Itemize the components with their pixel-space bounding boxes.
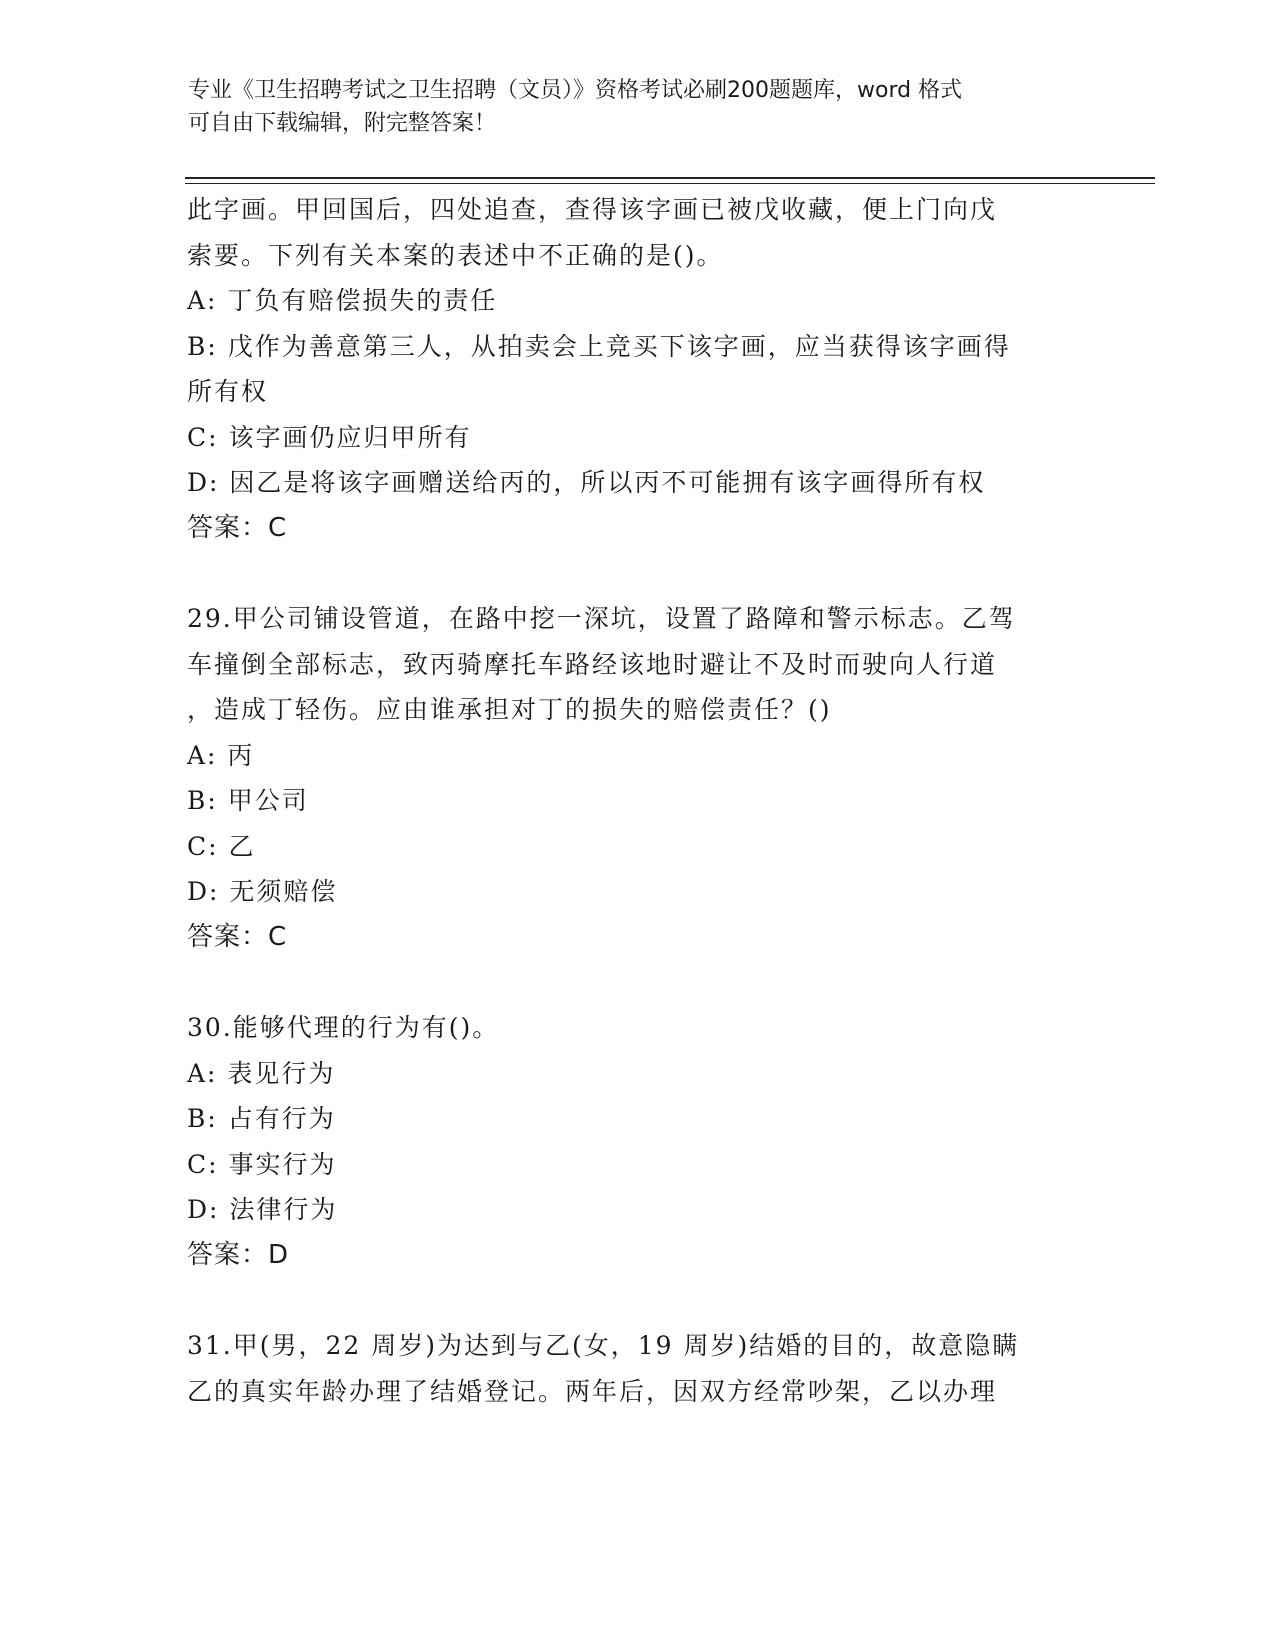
question-stem-line: 此字画。甲回国后，四处追查，查得该字画已被戊收藏，便上门向戊: [187, 195, 998, 224]
question-stem-line: ，造成丁轻伤。应由谁承担对丁的损失的赔偿责任？(): [187, 695, 832, 724]
question-29: [187, 596, 1077, 960]
option-c: C: 该字画仍应归甲所有: [187, 422, 472, 452]
question-28: [187, 187, 1077, 551]
question-stem-line: 29.甲公司铺设管道，在路中挖一深坑，设置了路障和警示标志。乙驾: [187, 604, 1016, 633]
answer: 答案：D: [187, 1239, 290, 1270]
spacer: [187, 551, 1077, 596]
question-stem-line: 31.甲(男，22 周岁)为达到与乙(女，19 周岁)结婚的目的，故意隐瞒: [187, 1331, 1020, 1360]
option-c: C: 乙: [187, 831, 256, 861]
option-a: A: 丁负有赔偿损失的责任: [187, 286, 498, 315]
document-header: [188, 74, 1068, 140]
option-c: C: 事实行为: [187, 1149, 337, 1179]
header-divider-thin: [185, 183, 1155, 184]
header-line-2: 可自由下载编辑，附完整答案！: [188, 111, 497, 136]
spacer: [187, 1278, 1077, 1323]
answer: 答案：C: [187, 512, 288, 543]
option-a: A: 表见行为: [187, 1058, 336, 1088]
answer: 答案：C: [187, 921, 288, 952]
question-31: [187, 1323, 1077, 1414]
document-body: [187, 187, 1077, 1414]
question-stem-line: 乙的真实年龄办理了结婚登记。两年后，因双方经常吵架，乙以办理: [187, 1376, 998, 1406]
option-d: D: 法律行为: [187, 1195, 338, 1224]
option-d: D: 因乙是将该字画赠送给丙的，所以丙不可能拥有该字画得所有权: [187, 468, 986, 497]
question-stem-line: 车撞倒全部标志，致丙骑摩托车路经该地时避让不及时而驶向人行道: [187, 649, 998, 679]
question-stem-line: 索要。下列有关本案的表述中不正确的是()。: [187, 240, 724, 270]
option-b: B: 甲公司: [187, 786, 309, 815]
spacer: [187, 960, 1077, 1005]
option-a: A: 丙: [187, 740, 255, 770]
header-divider-thick: [185, 177, 1155, 179]
option-b-continuation: 所有权: [187, 377, 269, 406]
option-b: B: 戊作为善意第三人，从拍卖会上竞买下该字画，应当获得该字画得: [187, 331, 1011, 361]
question-stem-line: 30.能够代理的行为有()。: [187, 1013, 500, 1042]
question-30: [187, 1005, 1077, 1278]
header-line-1: 专业《卫生招聘考试之卫生招聘（文员）》资格考试必刷200题题库，word 格式: [188, 78, 963, 103]
option-d: D: 无须赔偿: [187, 877, 338, 906]
option-b: B: 占有行为: [187, 1104, 336, 1133]
